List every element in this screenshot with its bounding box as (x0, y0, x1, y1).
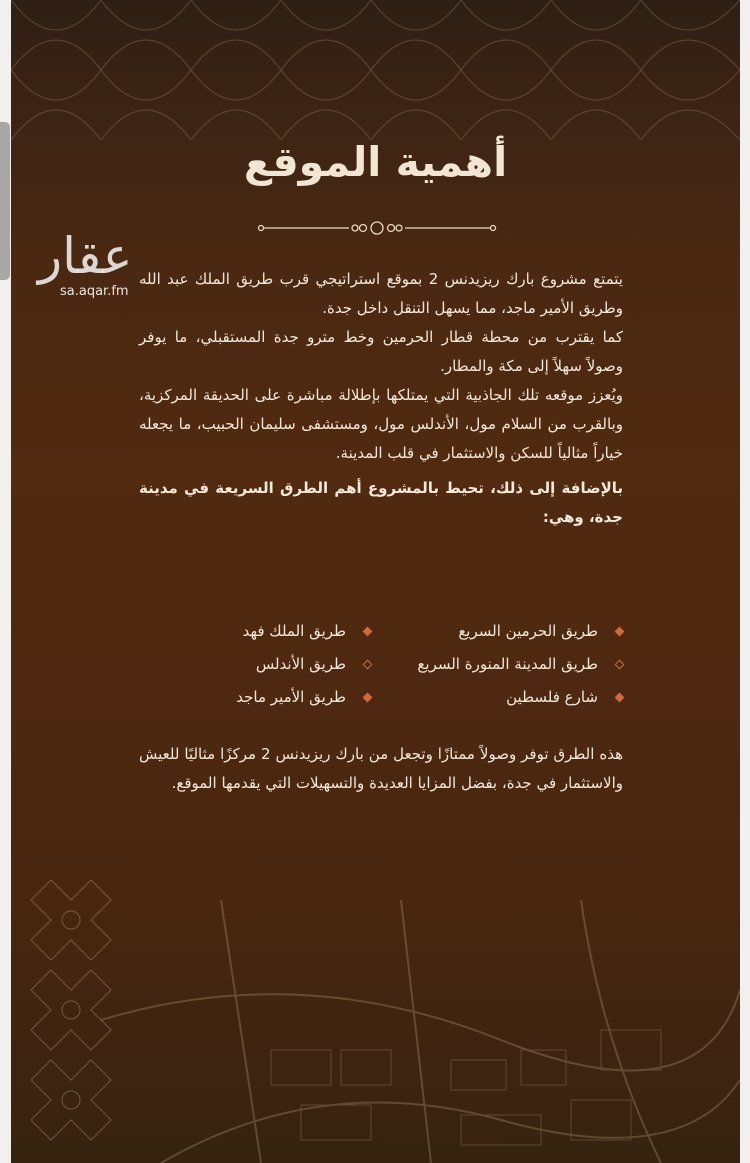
paragraph-transport: كما يقترب من محطة قطار الحرمين وخط مترو جدة المستقبلي، ما يوفر وصولاً سهلاً إلى مكة والمطار. (139, 328, 623, 375)
road-label: طريق الملك فهد (242, 622, 346, 640)
diamond-bullet-icon (615, 692, 625, 702)
paragraph-attractions: ويُعزز موقعه تلك الجاذبية التي يمتلكها بإطلالة مباشرة على الحديقة المركزية، وبالقرب من السلام مول، الأندلس مول، ومستشفى سليمان الحبيب، ما يجعله خياراً مثالياً للسكن والاستثمار في قلب المدينة. (139, 386, 623, 462)
geometric-pattern-decoration (11, 0, 740, 140)
map-background-decoration (101, 900, 740, 1163)
road-label: طريق المدينة المنورة السريع (417, 655, 598, 673)
page-title: أهمية الموقع (243, 138, 508, 186)
list-item (391, 684, 623, 710)
road-label: طريق الأندلس (255, 655, 346, 673)
list-item (391, 651, 623, 677)
road-label: شارع فلسطين (506, 688, 598, 706)
diamond-outline-bullet-icon (615, 659, 625, 669)
road-label: طريق الأمير ماجد (236, 688, 346, 706)
paragraph-location: يتمتع مشروع بارك ريزيدنس 2 بموقع استراتيجي قرب طريق الملك عبد الله وطريق الأمير ماجد، مما يسهل التنقل داخل جدة. (139, 270, 623, 317)
list-item (391, 618, 623, 644)
location-importance-card (11, 0, 740, 1163)
watermark-url: sa.aqar.fm (60, 284, 129, 299)
highways-intro: بالإضافة إلى ذلك، تحيط بالمشروع أهم الطرق السريعة في مدينة جدة، وهي: (139, 479, 623, 526)
watermark-logo: عقار (38, 227, 133, 285)
scrollbar-handle[interactable] (0, 122, 10, 280)
diamond-bullet-icon (363, 692, 373, 702)
location-description (139, 265, 623, 532)
road-label: طريق الحرمين السريع (458, 622, 598, 640)
closing-paragraph: هذه الطرق توفر وصولاً ممتازًا وتجعل من بارك ريزيدنس 2 مركزًا مثاليًا للعيش والاستثمار في جدة، بفضل المزايا العديدة والتسهيلات التي يقدمها الموقع. (139, 745, 623, 792)
list-item (139, 651, 371, 677)
diamond-bullet-icon (363, 626, 373, 636)
list-item (139, 684, 371, 710)
title-divider-ornament (257, 216, 497, 240)
highways-list (139, 618, 623, 710)
list-item (139, 618, 371, 644)
diamond-bullet-icon (615, 626, 625, 636)
diamond-outline-bullet-icon (363, 659, 373, 669)
